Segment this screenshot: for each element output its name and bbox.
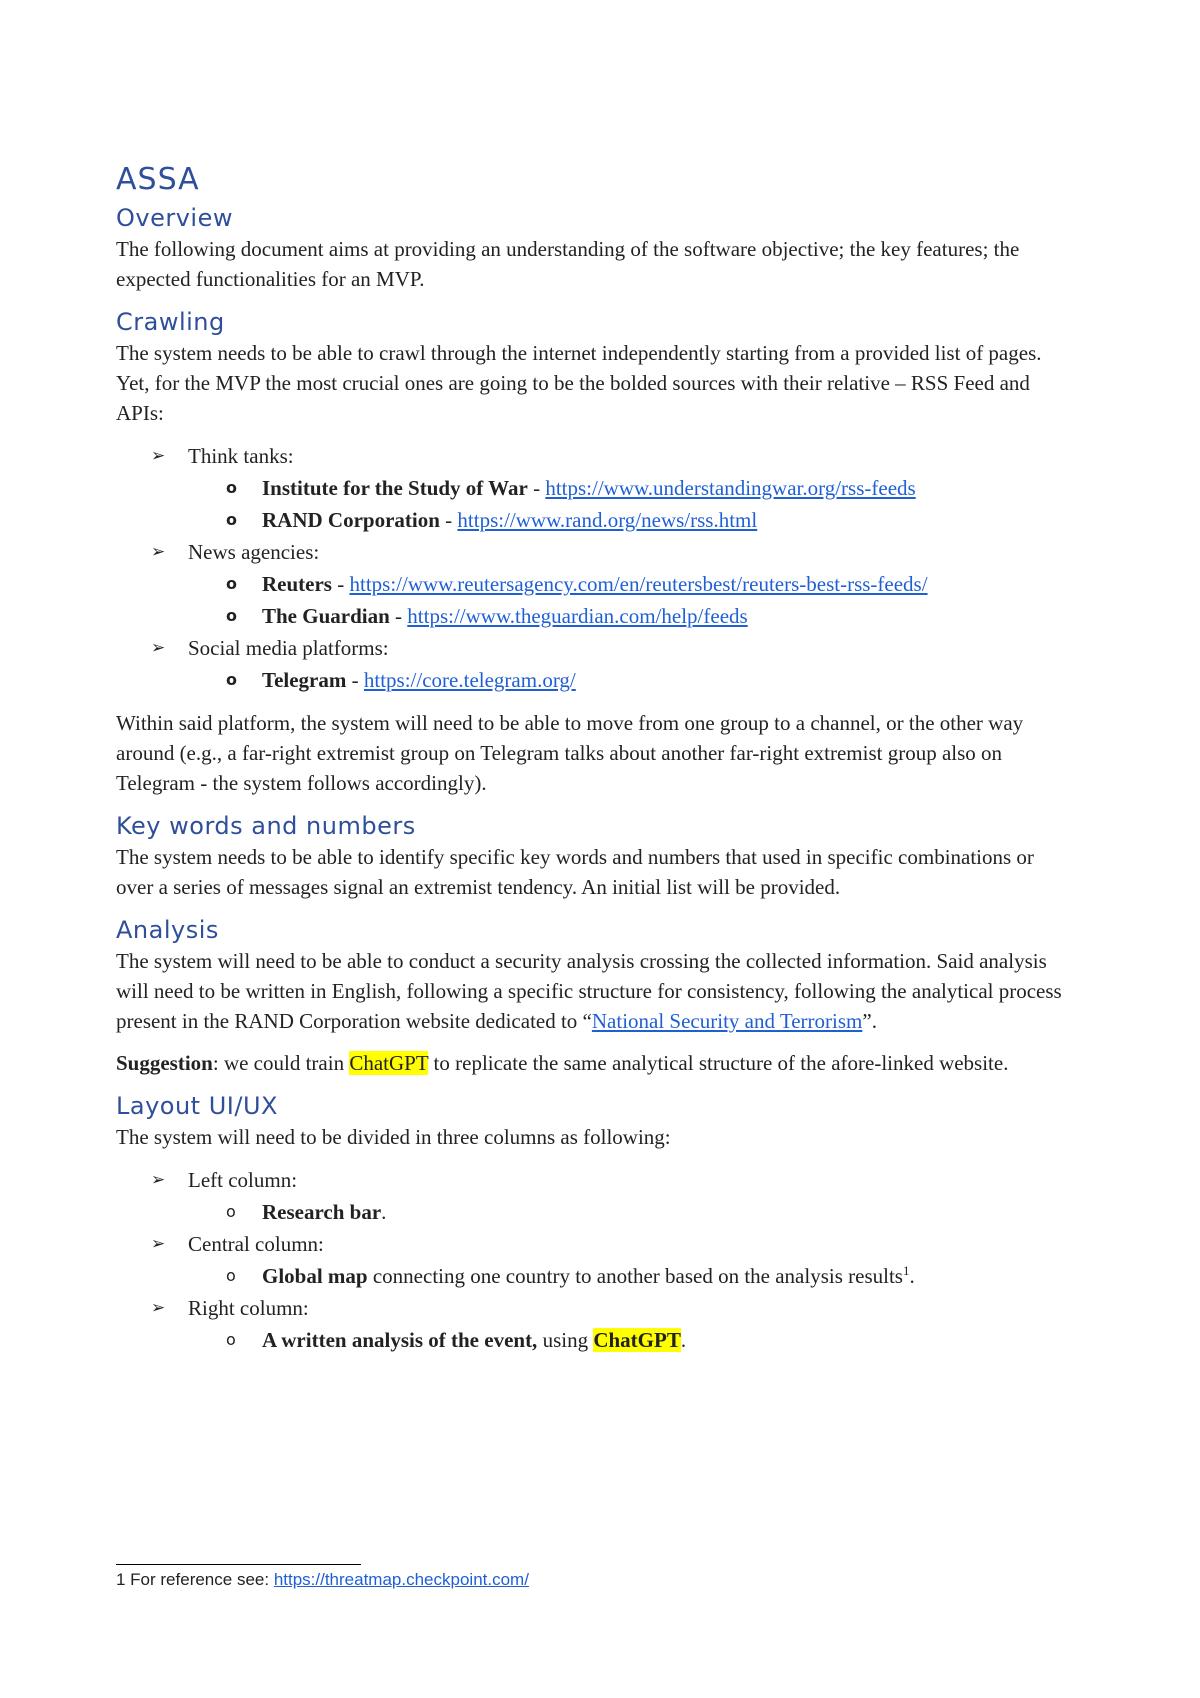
suggestion-post: to replicate the same analytical structure of the afore-linked website. bbox=[428, 1051, 1009, 1075]
overview-text: The following document aims at providing an understanding of the software objective; the key features; the expected functionalities for an MVP. bbox=[116, 237, 1020, 291]
source-separator: - bbox=[331, 572, 350, 596]
source-separator: - bbox=[527, 476, 546, 500]
analysis-text-after: ”. bbox=[862, 1009, 877, 1033]
footnote-link[interactable]: https://threatmap.checkpoint.com/ bbox=[273, 1570, 529, 1589]
circle-bullet-icon: o bbox=[226, 1266, 236, 1285]
suggestion-highlight: ChatGPT bbox=[349, 1051, 429, 1075]
group-social-media bbox=[116, 632, 1076, 696]
column-bold: Global map bbox=[262, 1264, 368, 1288]
source-item bbox=[116, 600, 1076, 632]
column-highlight: ChatGPT bbox=[593, 1328, 681, 1352]
sources-list bbox=[116, 440, 1076, 696]
column-detail bbox=[116, 1260, 1076, 1292]
column-detail bbox=[116, 1324, 1076, 1356]
source-name: RAND Corporation bbox=[262, 508, 440, 532]
source-separator: - bbox=[389, 604, 408, 628]
crawling-intro: The system needs to be able to crawl through the internet independently starting from a provided list of pages. Yet, for the MVP the most crucial ones are going to be the bolded sources with their relative – RSS Feed and APIs: bbox=[116, 341, 1042, 425]
circle-bullet-icon: o bbox=[226, 1330, 236, 1349]
source-item bbox=[116, 504, 1076, 536]
source-link[interactable]: https://www.rand.org/news/rss.html bbox=[457, 508, 758, 532]
circle-bullet-icon: o bbox=[226, 606, 237, 625]
layout-intro: The system will need to be divided in three columns as following: bbox=[116, 1125, 671, 1149]
suggestion-text bbox=[116, 1048, 1076, 1078]
arrow-bullet-icon: ➢ bbox=[151, 542, 166, 562]
columns-list bbox=[116, 1164, 1076, 1356]
circle-bullet-icon: o bbox=[226, 1202, 236, 1221]
footnote-text: 1 For reference see: bbox=[116, 1570, 274, 1589]
group-label: Think tanks: bbox=[188, 444, 294, 468]
layout-heading: Layout UI/UX bbox=[116, 1092, 278, 1120]
column-label: Central column: bbox=[188, 1232, 324, 1256]
keywords-heading: Key words and numbers bbox=[116, 812, 416, 840]
circle-bullet-icon: o bbox=[226, 510, 237, 529]
group-label: Social media platforms: bbox=[188, 636, 389, 660]
source-name: Institute for the Study of War bbox=[262, 476, 528, 500]
circle-bullet-icon: o bbox=[226, 478, 237, 497]
column-rest: . bbox=[381, 1200, 387, 1224]
footnote-divider bbox=[116, 1564, 361, 1565]
arrow-bullet-icon: ➢ bbox=[151, 446, 166, 466]
column-bold: Research bar bbox=[262, 1200, 382, 1224]
crawling-outro: Within said platform, the system will need to be able to move from one group to a channel, or the other way around (e.g., a far-right extremist group on Telegram talks about another far-right extremist group also on Telegram - the system follows accordingly). bbox=[116, 711, 1024, 795]
group-label: News agencies: bbox=[188, 540, 320, 564]
suggestion-label: Suggestion bbox=[116, 1051, 213, 1075]
group-think-tanks bbox=[116, 440, 1076, 536]
analysis-text-before: The system will need to be able to conduct a security analysis crossing the collected information. Said analysis will need to be written in English, following a specific structure for consistency, following the analytical process present in the RAND Corporation website dedicated to “ bbox=[116, 949, 1062, 1033]
central-column-item bbox=[116, 1228, 1076, 1292]
document-title: ASSA bbox=[116, 162, 200, 197]
footnote-ref[interactable]: 1 bbox=[902, 1263, 910, 1278]
column-rest: using bbox=[537, 1328, 594, 1352]
source-item bbox=[116, 568, 1076, 600]
circle-bullet-icon: o bbox=[226, 670, 237, 689]
group-news-agencies bbox=[116, 536, 1076, 632]
source-link[interactable]: https://www.theguardian.com/help/feeds bbox=[407, 604, 748, 628]
column-detail bbox=[116, 1196, 1076, 1228]
arrow-bullet-icon: ➢ bbox=[151, 1298, 166, 1318]
column-rest: connecting one country to another based on the analysis results bbox=[367, 1264, 903, 1288]
analysis-link[interactable]: National Security and Terrorism bbox=[591, 1009, 863, 1033]
suggestion-pre: : we could train bbox=[212, 1051, 350, 1075]
overview-heading: Overview bbox=[116, 204, 233, 232]
crawling-heading: Crawling bbox=[116, 308, 225, 336]
source-item bbox=[116, 472, 1076, 504]
column-end: . bbox=[680, 1328, 687, 1352]
source-name: Telegram bbox=[262, 668, 347, 692]
analysis-text bbox=[116, 946, 1076, 1036]
column-label: Left column: bbox=[188, 1168, 298, 1192]
source-link[interactable]: https://core.telegram.org/ bbox=[363, 668, 576, 692]
footnote bbox=[116, 1570, 529, 1590]
analysis-heading: Analysis bbox=[116, 916, 219, 944]
source-name: The Guardian bbox=[262, 604, 390, 628]
column-bold: A written analysis of the event, bbox=[262, 1328, 538, 1352]
column-end: . bbox=[909, 1264, 915, 1288]
circle-bullet-icon: o bbox=[226, 574, 237, 593]
source-name: Reuters bbox=[262, 572, 332, 596]
right-column-item bbox=[116, 1292, 1076, 1356]
source-separator: - bbox=[346, 668, 364, 692]
source-link[interactable]: https://www.understandingwar.org/rss-feeds bbox=[545, 476, 916, 500]
source-link[interactable]: https://www.reutersagency.com/en/reutersbest/reuters-best-rss-feeds/ bbox=[349, 572, 928, 596]
arrow-bullet-icon: ➢ bbox=[151, 1170, 166, 1190]
arrow-bullet-icon: ➢ bbox=[151, 1234, 166, 1254]
document-page bbox=[116, 160, 1076, 1368]
source-separator: - bbox=[439, 508, 458, 532]
left-column-item bbox=[116, 1164, 1076, 1228]
arrow-bullet-icon: ➢ bbox=[151, 638, 166, 658]
keywords-text: The system needs to be able to identify specific key words and numbers that used in specific combinations or over a series of messages signal an extremist tendency. An initial list will be provided. bbox=[116, 845, 1034, 899]
column-label: Right column: bbox=[188, 1296, 309, 1320]
source-item bbox=[116, 664, 1076, 696]
